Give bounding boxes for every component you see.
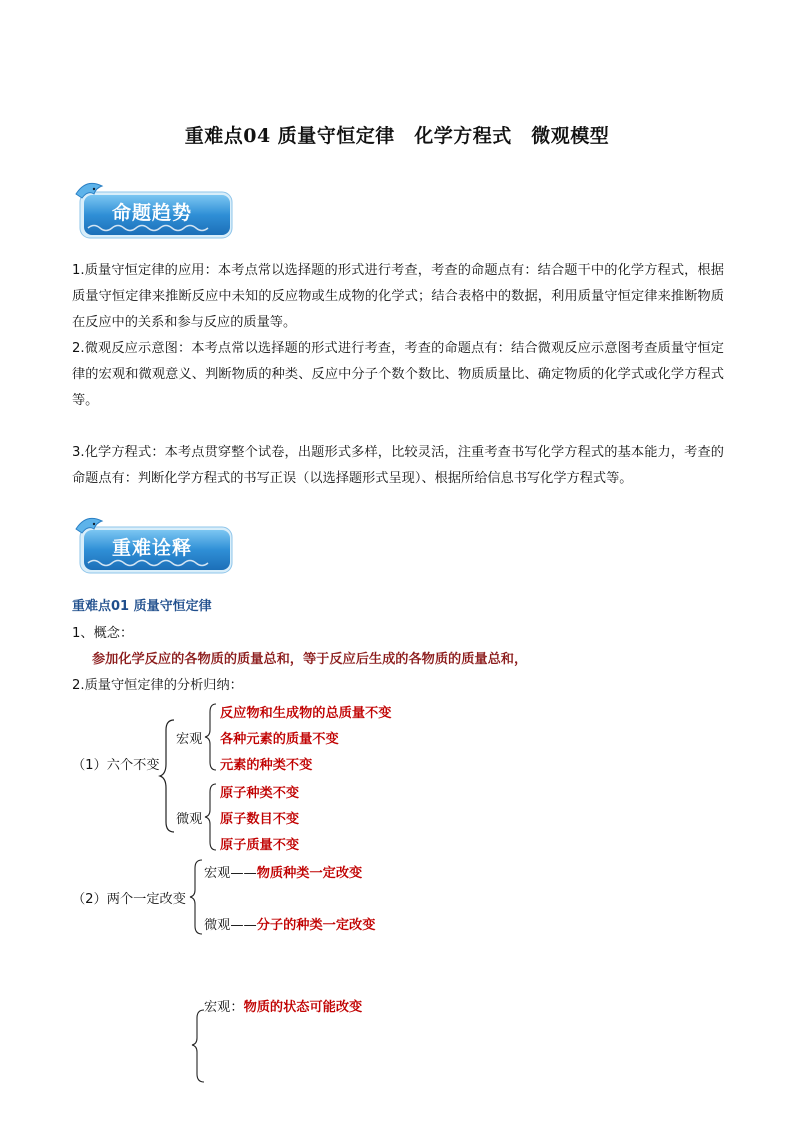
- banner-trend-label: 命题趋势: [112, 202, 193, 224]
- brace-six-outer: [158, 718, 178, 834]
- two-changed-macro-prefix: 宏观——: [204, 866, 257, 881]
- section-heading: 重难点01 质量守恒定律: [72, 599, 212, 614]
- brace-macro: [204, 702, 220, 772]
- brace-two-changed: [188, 858, 204, 936]
- brace-micro: [204, 782, 220, 852]
- two-changed-micro-prefix: 微观——: [204, 918, 257, 933]
- trend-paragraph-1: 1.质量守恒定律的应用：本考点常以选择题的形式进行考查，考查的命题点有：结合题干中的化学方程式，根据质量守恒定律来推断反应中未知的反应物或生成物的化学式；结合表格中的数据，利用质量守恒定律来推断物质在反应中的关系和参与反应的质量等。: [72, 263, 724, 330]
- page-title: 重难点04 质量守恒定律 化学方程式 微观模型: [184, 125, 610, 147]
- two-changed-micro: [204, 914, 375, 933]
- trend-paragraph-3: 3.化学方程式：本考点贯穿整个试卷，出题形式多样，比较灵活，注重考查书写化学方程式的基本能力，考查的命题点有：判断化学方程式的书写正误（以选择题形式呈现）、根据所给信息书写化学方程式等。: [72, 445, 724, 486]
- macro-item-2: 各种元素的质量不变: [220, 732, 339, 747]
- trend-paragraph-2: 2.微观反应示意图：本考点常以选择题的形式进行考查，考查的命题点有：结合微观反应示意图考查质量守恒定律的宏观和微观意义、判断物质的种类、反应中分子个数个数比、物质质量比、确定物质的化学式或化学方程式等。: [72, 341, 724, 408]
- macro-item-3: 元素的种类不变: [220, 758, 313, 773]
- two-changed-label: （2）两个一定改变: [72, 892, 186, 907]
- micro-label: 微观: [176, 812, 203, 827]
- concept-text: 参加化学反应的各物质的质量总和，等于反应后生成的各物质的质量总和，: [92, 652, 528, 667]
- macro-item-1: 反应物和生成物的总质量不变: [220, 706, 392, 721]
- macro-label: 宏观: [176, 732, 203, 747]
- six-unchanged-label: （1）六个不变: [72, 758, 160, 773]
- concept-label: 1、概念：: [72, 626, 134, 641]
- micro-item-2: 原子数目不变: [220, 812, 300, 827]
- may-change-macro-prefix: 宏观：: [204, 1000, 244, 1015]
- brace-may-change: [190, 1008, 206, 1084]
- analysis-label: 2.质量守恒定律的分析归纳：: [72, 678, 243, 693]
- micro-item-3: 原子质量不变: [220, 838, 300, 853]
- banner-explain: [72, 515, 234, 579]
- two-changed-macro-text: 物质种类一定改变: [256, 866, 363, 881]
- may-change-macro: [204, 996, 362, 1015]
- banner-trend: [72, 180, 234, 244]
- two-changed-micro-text: 分子的种类一定改变: [256, 918, 376, 933]
- two-changed-macro: [204, 862, 362, 881]
- banner-explain-label: 重难诠释: [112, 537, 193, 559]
- micro-item-1: 原子种类不变: [220, 786, 300, 801]
- may-change-macro-text: 物质的状态可能改变: [243, 1000, 363, 1015]
